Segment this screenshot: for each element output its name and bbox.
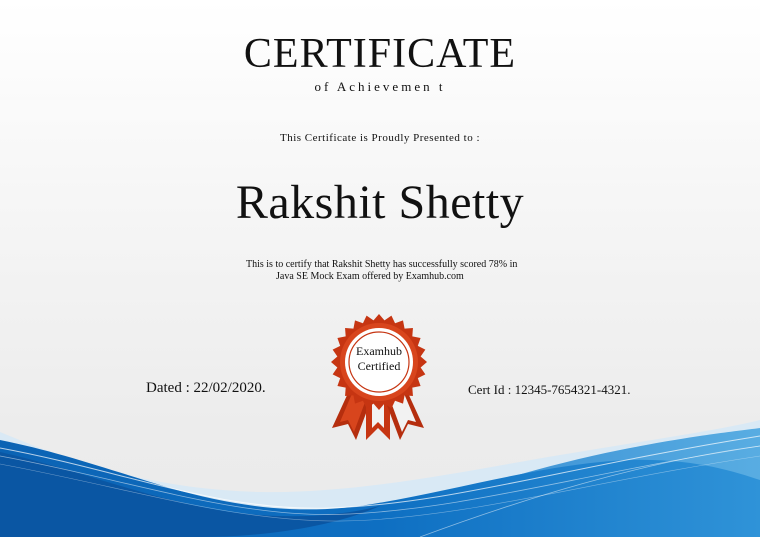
seal-label-line-2: Certified bbox=[357, 359, 401, 373]
seal-label-line-1: Examhub bbox=[356, 344, 402, 358]
presented-to-label: This Certificate is Proudly Presented to : bbox=[279, 132, 481, 144]
certificate-title: CERTIFICATE bbox=[243, 31, 517, 77]
recipient-name: Rakshit Shetty bbox=[235, 176, 525, 229]
issue-date: Dated : 22/02/2020. bbox=[146, 380, 266, 396]
award-ribbon-seal-icon bbox=[326, 310, 432, 460]
seal-label bbox=[332, 344, 426, 374]
certificate-id: Cert Id : 12345-7654321-4321. bbox=[468, 382, 631, 397]
certification-statement-line-2: Java SE Mock Exam offered by Examhub.com bbox=[276, 271, 464, 282]
certification-statement-line-1: This is to certify that Rakshit Shetty has successfully scored 78% in bbox=[246, 259, 518, 270]
certificate-subtitle: of Achievemen t bbox=[314, 79, 446, 94]
